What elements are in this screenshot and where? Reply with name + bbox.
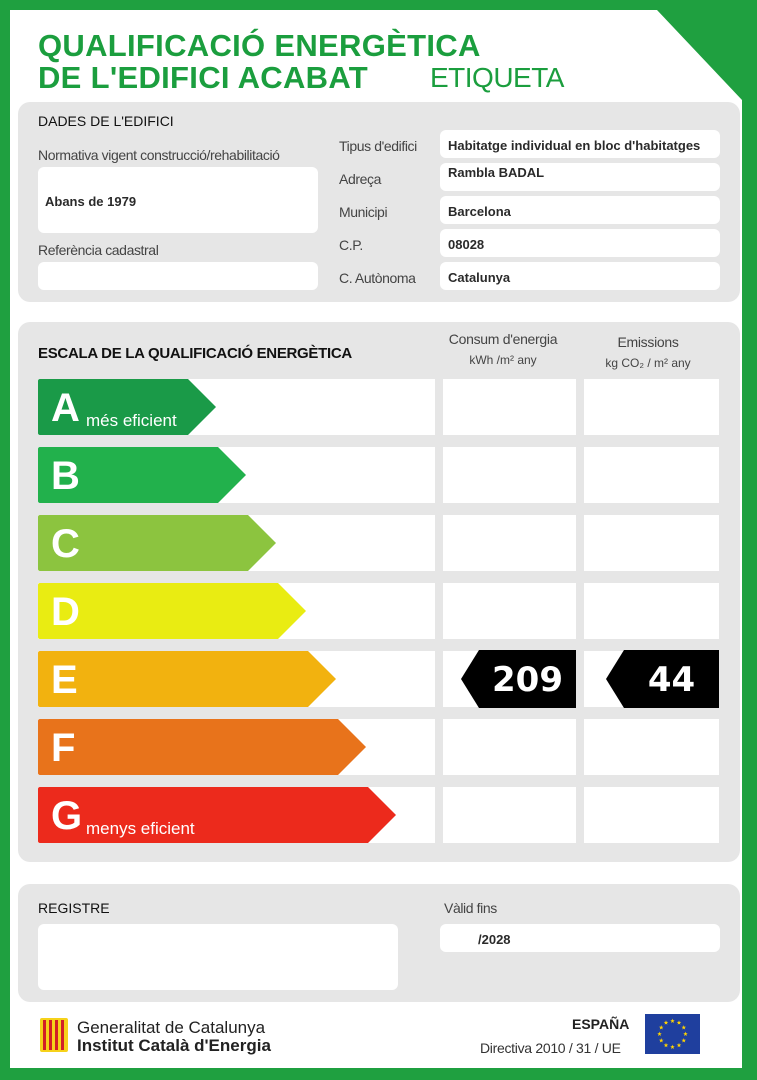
emissions-value: 44 xyxy=(647,660,696,700)
org-name-line2: Institut Català d'Energia xyxy=(77,1036,271,1055)
valid-until-value: /2028 xyxy=(478,932,511,947)
country-label: ESPAÑA xyxy=(572,1016,630,1032)
municipality-value: Barcelona xyxy=(448,204,511,219)
building-type-value: Habitatge individual en bloc d'habitatges xyxy=(448,138,701,153)
directive-label: Directiva 2010 / 31 / UE xyxy=(480,1040,621,1056)
registry-field xyxy=(38,924,398,990)
consumption-cell-g xyxy=(443,787,576,843)
class-a-letter: A xyxy=(51,386,80,430)
consumption-header: Consum d'energia xyxy=(448,331,558,347)
class-f-arrow xyxy=(38,719,368,775)
cadastral-field xyxy=(38,262,318,290)
scale-section-title: ESCALA DE LA QUALIFICACIÓ ENERGÈTICA xyxy=(38,345,352,362)
emissions-cell-d xyxy=(584,583,719,639)
consumption-unit: kWh /m² any xyxy=(469,353,537,367)
class-d-letter: D xyxy=(51,590,80,634)
valid-until-label: Vàlid fins xyxy=(444,900,497,916)
municipality-label: Municipi xyxy=(339,204,388,220)
class-g-letter: G xyxy=(51,794,83,838)
class-e-arrow xyxy=(38,651,338,707)
consumption-cell-b xyxy=(443,447,576,503)
regulation-label: Normativa vigent construcció/rehabilitació xyxy=(38,147,280,163)
address-value: Rambla BADAL xyxy=(448,165,545,180)
class-e-letter: E xyxy=(51,658,78,702)
class-f-letter: F xyxy=(51,726,76,770)
regulation-value: Abans de 1979 xyxy=(45,194,137,209)
registry-section-title: REGISTRE xyxy=(38,900,110,916)
class-c-letter: C xyxy=(51,522,80,566)
consumption-cell-a xyxy=(443,379,576,435)
address-label: Adreça xyxy=(339,171,381,187)
emissions-cell-a xyxy=(584,379,719,435)
emissions-header: Emissions xyxy=(617,334,679,350)
title-line-1: QUALIFICACIÓ ENERGÈTICA xyxy=(38,28,481,63)
label-etiqueta: ETIQUETA xyxy=(430,62,564,93)
consumption-cell-c xyxy=(443,515,576,571)
class-a-caption: més eficient xyxy=(86,411,177,430)
class-b-letter: B xyxy=(51,454,80,498)
title-line-2: DE L'EDIFICI ACABAT xyxy=(38,60,368,95)
building-type-label: Tipus d'edifici xyxy=(339,138,417,154)
emissions-unit: kg CO₂ / m² any xyxy=(605,356,691,370)
postcode-value: 08028 xyxy=(448,237,485,252)
emissions-cell-g xyxy=(584,787,719,843)
building-section-title: DADES DE L'EDIFICI xyxy=(38,113,174,129)
consumption-cell-d xyxy=(443,583,576,639)
postcode-label: C.P. xyxy=(339,237,363,253)
consumption-cell-f xyxy=(443,719,576,775)
region-value: Catalunya xyxy=(448,270,511,285)
emissions-cell-f xyxy=(584,719,719,775)
emissions-cell-c xyxy=(584,515,719,571)
generalitat-logo-icon xyxy=(40,1018,68,1052)
org-name-line1: Generalitat de Catalunya xyxy=(77,1018,266,1037)
class-g-caption: menys eficient xyxy=(86,819,195,838)
eu-flag-icon xyxy=(645,1014,700,1054)
consumption-value: 209 xyxy=(492,660,563,700)
cadastral-label: Referència cadastral xyxy=(38,242,159,258)
region-label: C. Autònoma xyxy=(339,270,416,286)
emissions-cell-b xyxy=(584,447,719,503)
